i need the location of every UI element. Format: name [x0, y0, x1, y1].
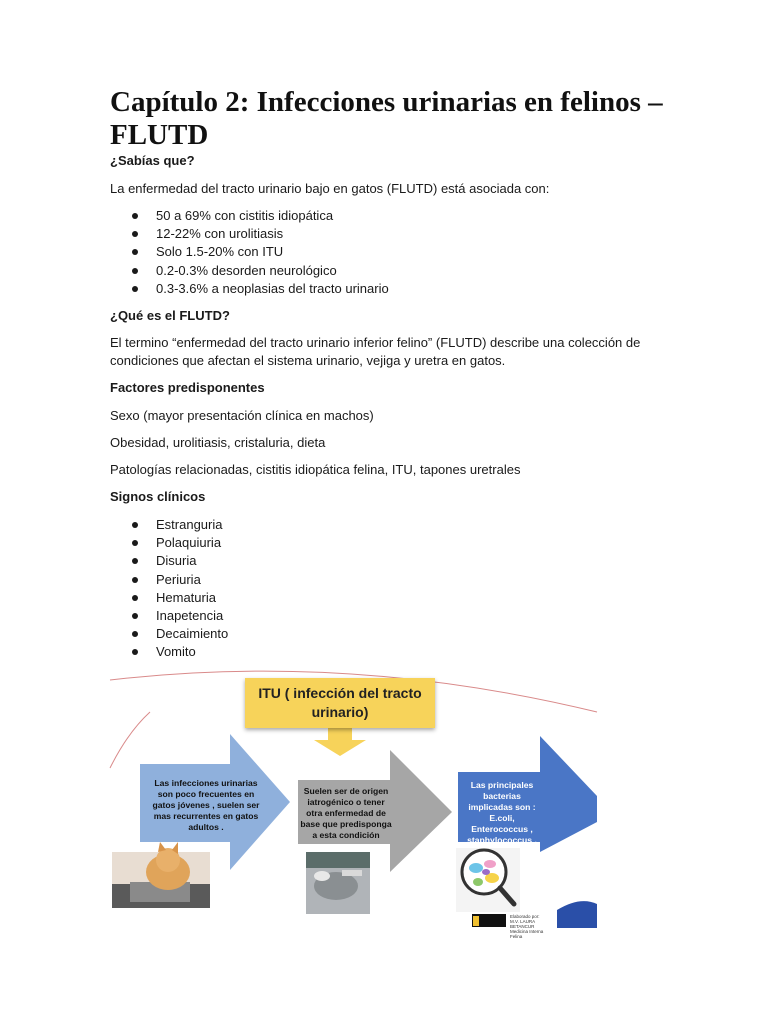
itu-header-box: ITU ( infección del tracto urinario)	[245, 678, 435, 728]
list-item: Hematuria	[110, 589, 228, 607]
signos-heading: Signos clínicos	[110, 489, 206, 504]
list-item: 50 a 69% con cistitis idiopática	[110, 207, 389, 225]
factores-heading: Factores predisponentes	[110, 380, 265, 395]
list-item: 0.2-0.3% desorden neurológico	[110, 262, 389, 280]
sabias-heading: ¿Sabías que?	[110, 153, 195, 168]
bacteria-magnifier-icon	[456, 848, 520, 912]
sabias-list	[110, 207, 389, 298]
list-item: 12-22% con urolitiasis	[110, 225, 389, 243]
logo-yellow-strip	[473, 916, 479, 926]
factores-line-2: Obesidad, urolitiasis, cristaluria, dieta	[110, 435, 326, 450]
list-item: Vomito	[110, 643, 228, 661]
factores-line-3: Patologías relacionadas, cistitis idiopática felina, ITU, tapones uretrales	[110, 462, 521, 477]
list-item: Estranguria	[110, 516, 228, 534]
que-es-heading: ¿Qué es el FLUTD?	[110, 308, 230, 323]
credit-line: Medicina Interna Felina	[510, 929, 544, 939]
itu-infographic	[110, 672, 597, 939]
cat-photo	[112, 842, 210, 908]
list-item: Periuria	[110, 571, 228, 589]
credit-line: Elaborado por:	[510, 914, 540, 919]
list-item: Decaimiento	[110, 625, 228, 643]
logo-blue-shape	[557, 901, 597, 928]
arrow-1-text: Las infecciones urinarias son poco frecuentes en gatos jóvenes , suelen ser mas recurrentes en gatos adultos .	[152, 778, 260, 832]
credit-line: M.V. LAURA BETANCUR	[510, 919, 535, 929]
list-item: Disuria	[110, 552, 228, 570]
arrow-3-text: Las principales bacterias implicadas son : E.coli, Enterococcus , staphylococcus .	[467, 780, 537, 845]
author-credit	[510, 914, 556, 939]
list-item: Solo 1.5-20% con ITU	[110, 243, 389, 261]
chapter-title: Capítulo 2: Infecciones urinarias en felinos – FLUTD	[110, 86, 663, 151]
decorative-arc-left	[110, 712, 150, 768]
list-item: Inapetencia	[110, 607, 228, 625]
list-item: Polaquiuria	[110, 534, 228, 552]
list-item: 0.3-3.6% a neoplasias del tracto urinario	[110, 280, 389, 298]
que-es-body: El termino “enfermedad del tracto urinario inferior felino” (FLUTD) describe una colección de condiciones que afectan el sistema urinario, vejiga y uretra en gatos.	[110, 335, 641, 368]
arrow-2-text: Suelen ser de origen iatrogénico o tener otra enfermedad de base que predisponga a esta condición	[300, 786, 392, 840]
signos-list	[110, 516, 228, 662]
vet-photo	[306, 852, 370, 914]
sabias-intro: La enfermedad del tracto urinario bajo en gatos (FLUTD) está asociada con:	[110, 181, 550, 196]
header-down-arrow	[314, 728, 366, 756]
factores-line-1: Sexo (mayor presentación clínica en machos)	[110, 408, 374, 423]
